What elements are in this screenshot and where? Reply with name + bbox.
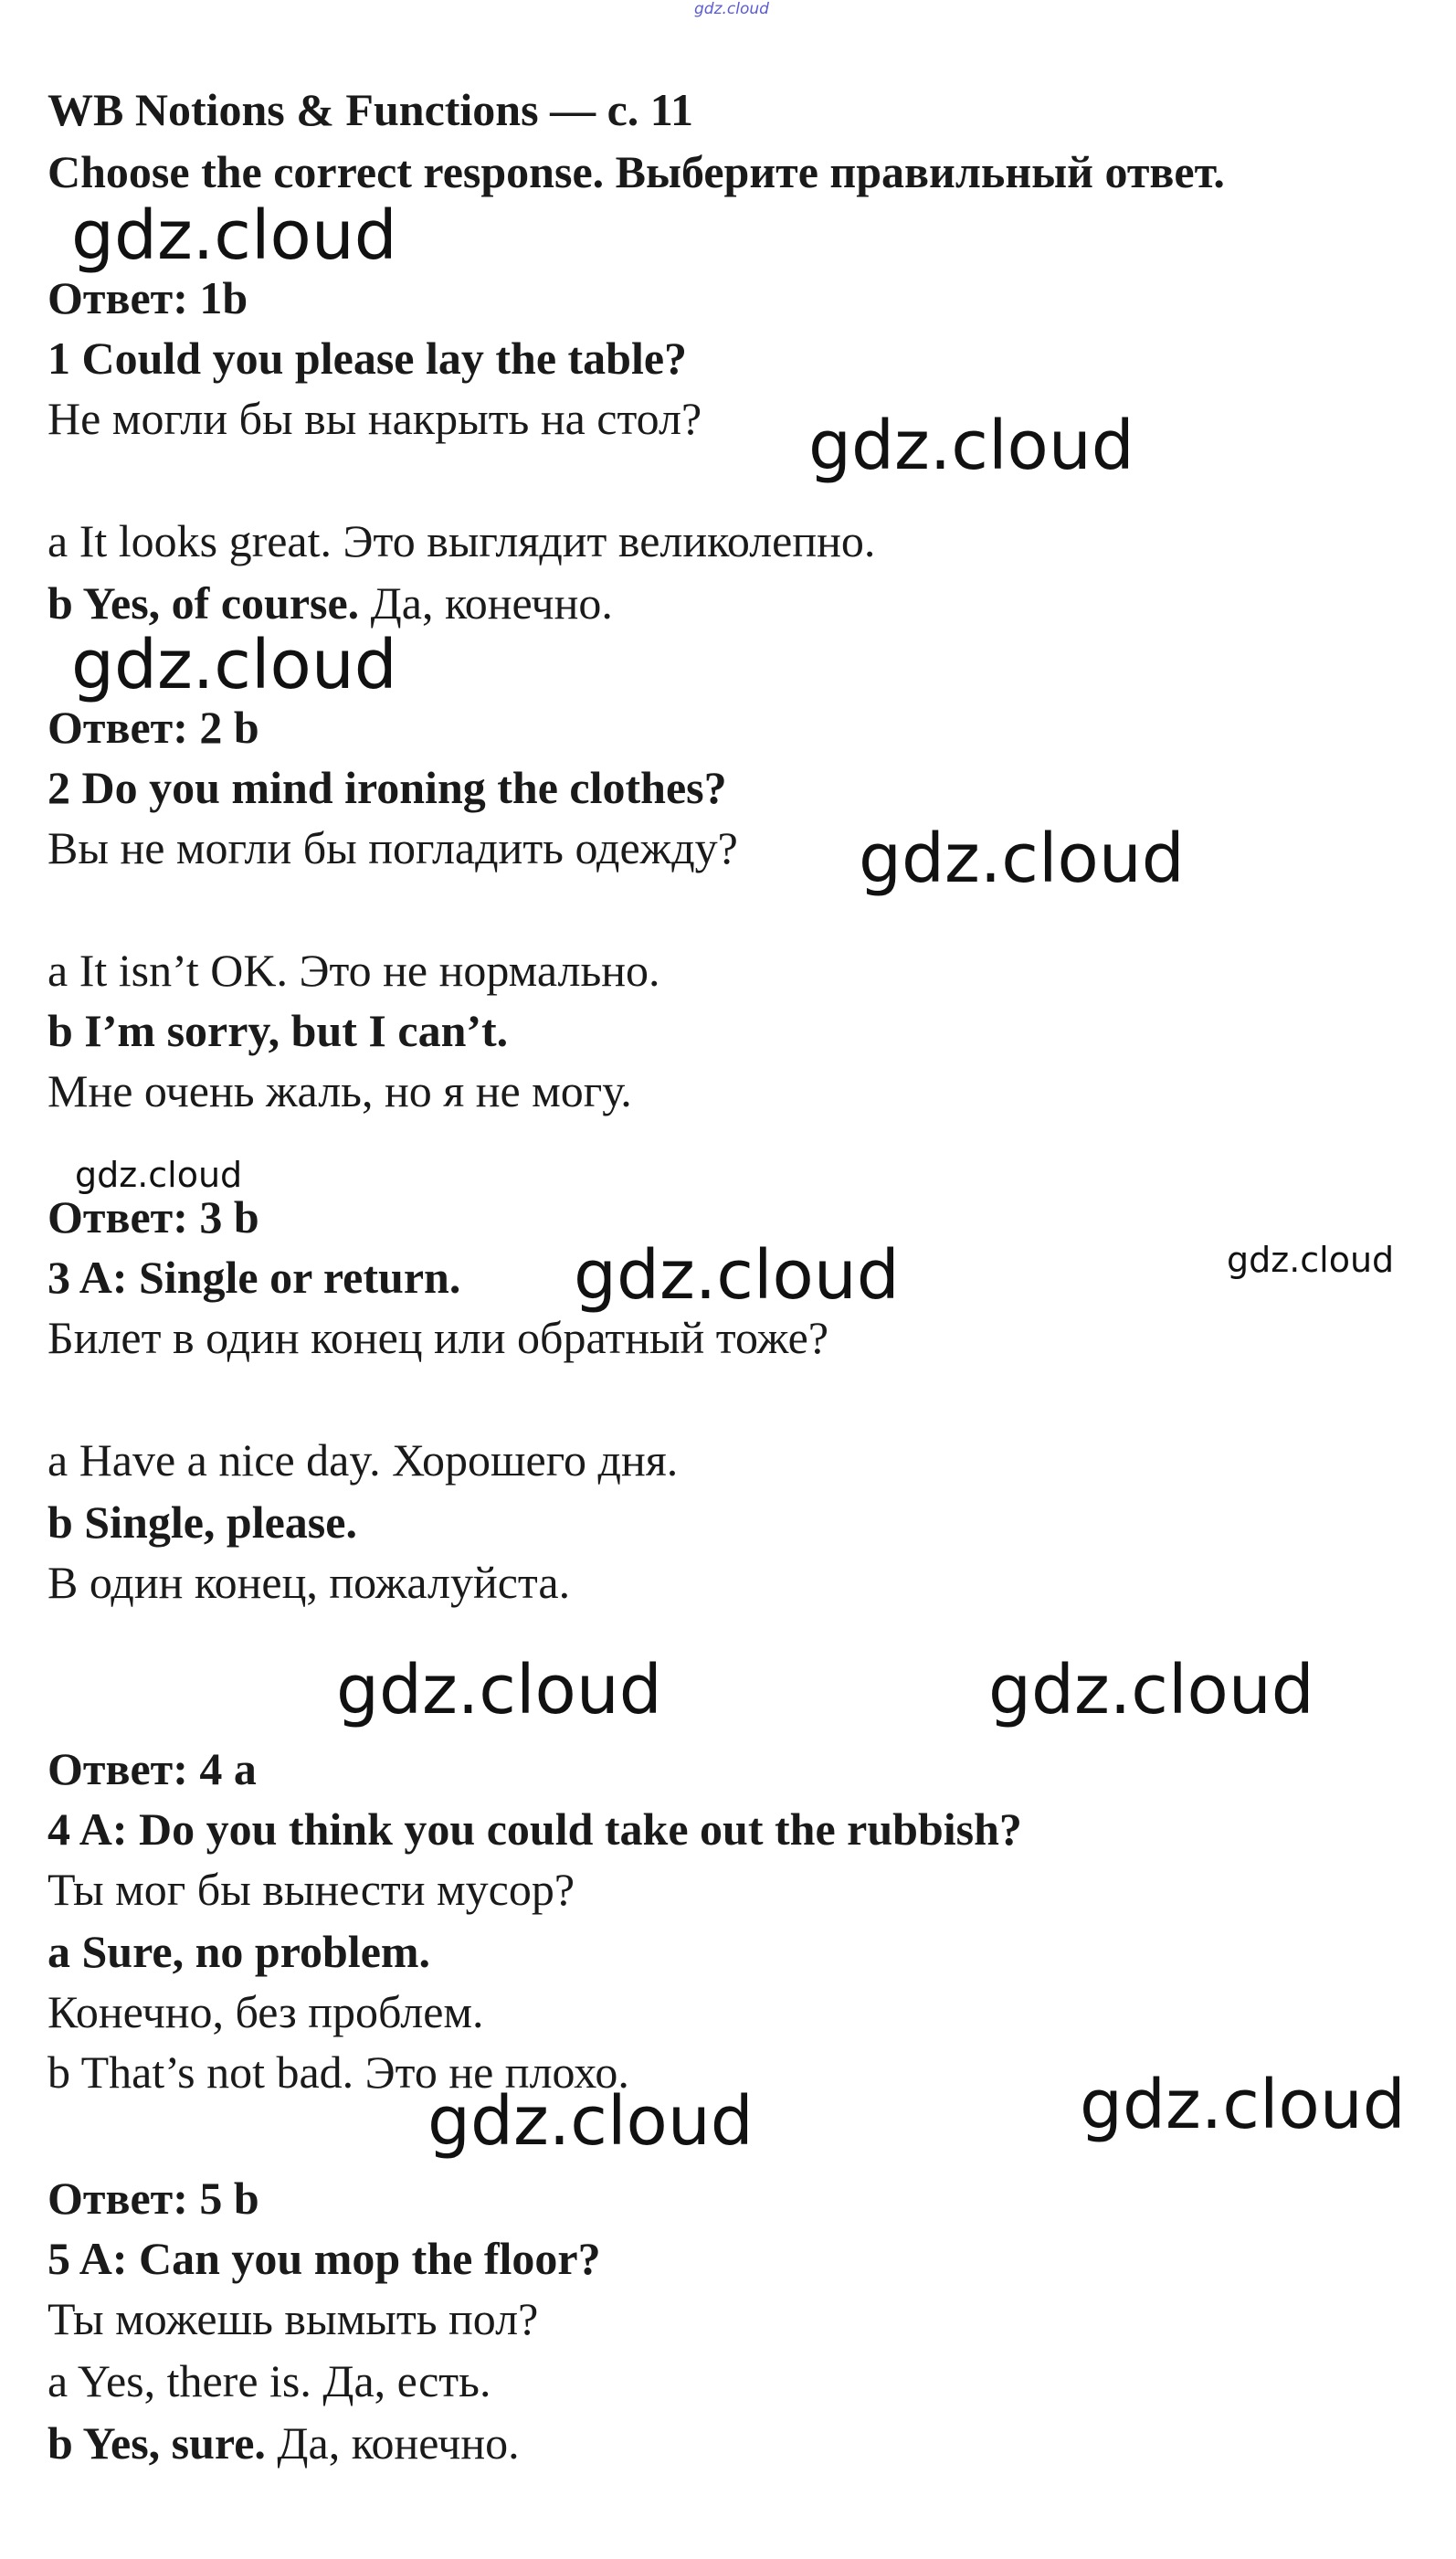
instruction: Choose the correct response. Выберите правильный ответ. bbox=[47, 146, 1225, 197]
watermark: gdz.cloud bbox=[988, 1651, 1314, 1729]
option-5b bbox=[47, 2416, 520, 2470]
option-1a: a It looks great. Это выглядит великолепно. bbox=[47, 515, 876, 566]
option-3a: a Have a nice day. Хорошего дня. bbox=[47, 1434, 679, 1486]
question-3-translation: Билет в один конец или обратный тоже? bbox=[47, 1312, 829, 1363]
option-1b-translation: Да, конечно. bbox=[359, 577, 613, 629]
option-5b-bold: b Yes, sure. bbox=[47, 2417, 266, 2469]
question-5: 5 A: Can you mop the floor? bbox=[47, 2233, 601, 2284]
option-4a-translation: Конечно, без проблем. bbox=[47, 1986, 484, 2037]
option-1b-bold: b Yes, of course. bbox=[47, 577, 360, 629]
watermark: gdz.cloud bbox=[75, 1155, 243, 1195]
watermark: gdz.cloud bbox=[336, 1651, 662, 1729]
question-3: 3 A: Single or return. bbox=[47, 1252, 461, 1303]
watermark: gdz.cloud bbox=[1227, 1240, 1395, 1280]
option-2b: b I’m sorry, but I can’t. bbox=[47, 1005, 509, 1056]
watermark: gdz.cloud bbox=[859, 820, 1185, 898]
question-2: 2 Do you mind ironing the clothes? bbox=[47, 762, 727, 813]
watermark: gdz.cloud bbox=[808, 407, 1134, 485]
option-5a: a Yes, there is. Да, есть. bbox=[47, 2355, 491, 2406]
watermark: gdz.cloud bbox=[71, 626, 397, 704]
option-2b-translation: Мне очень жаль, но я не могу. bbox=[47, 1065, 632, 1116]
option-5b-translation: Да, конечно. bbox=[265, 2417, 520, 2469]
question-1-translation: Не могли бы вы накрыть на стол? bbox=[47, 393, 702, 444]
page-title: WB Notions & Functions — c. 11 bbox=[47, 84, 694, 135]
watermark: gdz.cloud bbox=[71, 196, 397, 275]
question-4-translation: Ты мог бы вынести мусор? bbox=[47, 1864, 575, 1915]
answer-2: Ответ: 2 b bbox=[47, 702, 259, 753]
option-1b bbox=[47, 576, 613, 630]
answer-4: Ответ: 4 a bbox=[47, 1743, 257, 1794]
option-4b: b That’s not bad. Это не плохо. bbox=[47, 2046, 629, 2098]
answer-3: Ответ: 3 b bbox=[47, 1191, 259, 1242]
question-2-translation: Вы не могли бы погладить одежду? bbox=[47, 822, 738, 873]
answer-5: Ответ: 5 b bbox=[47, 2173, 259, 2224]
answer-1: Ответ: 1b bbox=[47, 272, 248, 323]
option-4a: a Sure, no problem. bbox=[47, 1926, 431, 1977]
option-3b-translation: В один конец, пожалуйста. bbox=[47, 1557, 571, 1608]
watermark: gdz.cloud bbox=[1080, 2066, 1406, 2144]
question-1: 1 Could you please lay the table? bbox=[47, 333, 688, 384]
question-5-translation: Ты можешь вымыть пол? bbox=[47, 2293, 539, 2344]
watermark: gdz.cloud bbox=[574, 1236, 900, 1315]
option-2a: a It isn’t OK. Это не нормально. bbox=[47, 945, 660, 996]
question-4: 4 A: Do you think you could take out the rubbish? bbox=[47, 1803, 1022, 1855]
watermark-top-small: gdz.cloud bbox=[694, 0, 769, 18]
watermark: gdz.cloud bbox=[427, 2082, 754, 2161]
option-3b: b Single, please. bbox=[47, 1496, 357, 1548]
